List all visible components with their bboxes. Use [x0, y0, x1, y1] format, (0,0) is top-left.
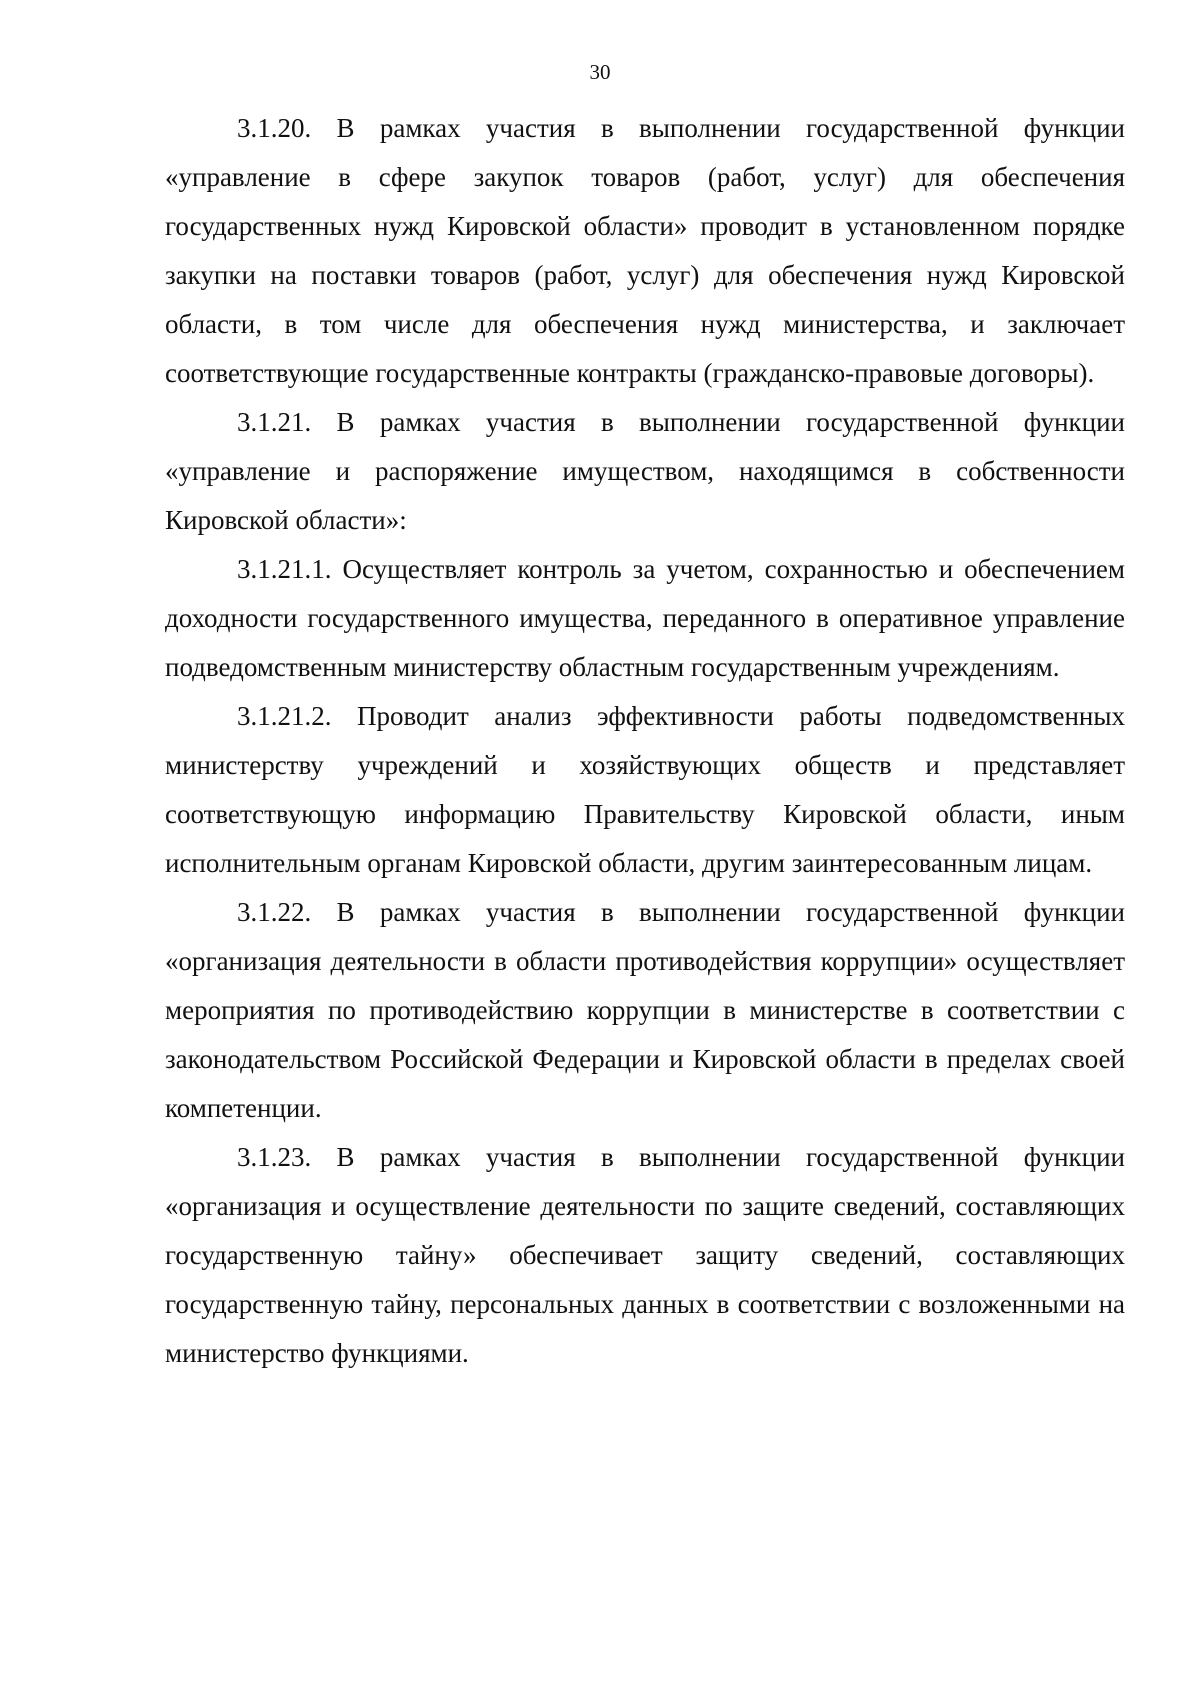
document-body	[165, 104, 1125, 1378]
paragraph-3-1-22: 3.1.22. В рамках участия в выполнении государственной функции «организация деятельности в области противодействия коррупции» осуществляет мероприятия по противодействию коррупции в министерстве в соответствии с законодательством Российской Федерации и Кировской области в пределах своей компетенции.	[165, 897, 1125, 1123]
paragraph-3-1-21-2: 3.1.21.2. Проводит анализ эффективности работы подведомственных министерству учреждений и хозяйствующих обществ и представляет соответствующую информацию Правительству Кировской области, иным исполнительным органам Кировской области, другим заинтересованным лицам.	[165, 701, 1125, 878]
paragraph-3-1-21: 3.1.21. В рамках участия в выполнении государственной функции «управление и распоряжение имуществом, находящимся в собственности Кировской области»:	[165, 407, 1125, 535]
paragraph-3-1-20: 3.1.20. В рамках участия в выполнении государственной функции «управление в сфере закупок товаров (работ, услуг) для обеспечения государственных нужд Кировской области» проводит в установленном порядке закупки на поставки товаров (работ, услуг) для обеспечения нужд Кировской области, в том числе для обеспечения нужд министерства, и заключает соответствующие государственные контракты (гражданско-правовые договоры).	[165, 113, 1125, 388]
paragraph-3-1-23: 3.1.23. В рамках участия в выполнении государственной функции «организация и осуществление деятельности по защите сведений, составляющих государственную тайну» обеспечивает защиту сведений, составляющих государственную тайну, персональных данных в соответствии с возложенными на министерство функциями.	[165, 1142, 1125, 1368]
page-number: 30	[589, 60, 611, 84]
paragraph-3-1-21-1: 3.1.21.1. Осуществляет контроль за учетом, сохранностью и обеспечением доходности государственного имущества, переданного в оперативное управление подведомственным министерству областным государственным учреждениям.	[165, 554, 1125, 682]
